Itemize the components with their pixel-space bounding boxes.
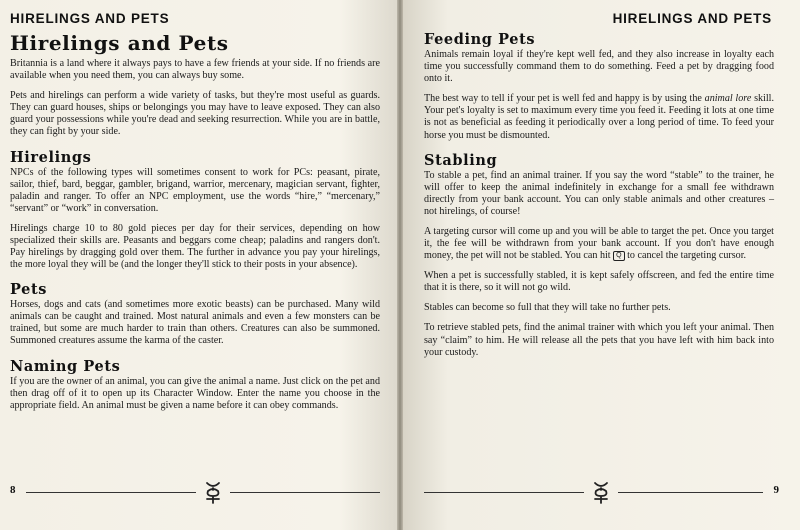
page-number-left: 8 xyxy=(10,484,16,496)
book-gutter xyxy=(397,0,403,530)
stabling-paragraph-4: Stables can become so full that they will take no further pets. xyxy=(424,302,671,314)
feeding-paragraph-2 xyxy=(424,93,774,141)
stabling-text-a: A targeting cursor will come up and you will be able to target the pet. Once you target it, the fee will be withdrawn from your bank account. If you don't have enough money, the pet will not be stabled. You can hit xyxy=(424,225,774,262)
q-key-icon: Q xyxy=(613,251,624,261)
pets-heading: Pets xyxy=(10,281,48,299)
stabling-paragraph-1: To stable a pet, find an animal trainer. If you say the word “stable” to the trainer, he will offer to keep the animal indefinitely in exchange for a small fee withdrawn directly from your bank account. You can only stable animals and other creatures – not hirelings, of course! xyxy=(424,169,774,217)
feeding-pets-heading: Feeding Pets xyxy=(424,31,536,48)
hirelings-paragraph-2: Hirelings charge 10 to 80 gold pieces per day for their services, depending on how specialized their skills are. Peasants and beggars come cheap; paladins and rangers don't. Pay hirelings by dragging gold over them. The further in advance you pay your hirelings, the more loyal they will be (and the longer they'll stick to their posts in your absence). xyxy=(10,222,380,271)
left-content xyxy=(10,32,380,420)
animal-lore-term: animal lore xyxy=(704,93,752,105)
running-header-right: HIRELINGS AND PETS xyxy=(612,11,772,26)
footer-rule-right-b xyxy=(618,492,763,493)
feeding-text-a: The best way to tell if your pet is well fed and happy is by using the xyxy=(424,93,705,105)
feeding-text-b: skill. Your pet's loyalty is set to maximum every time you feed it. Feeding it lots at one time is not as beneficial as feeding it periodically over a long period of time. To feed your horse you must be dismounted. xyxy=(424,93,774,141)
intro-paragraph-2: Pets and hirelings can perform a wide variety of tasks, but they're most useful as guards. They can guard houses, ships or belongings you may have to leave exposed. They can also guard your possessions while you're dead and seeking resurrection. While you are in battle, they can fight by your side. xyxy=(10,90,380,138)
right-footer xyxy=(424,482,779,502)
footer-rule-left-a xyxy=(26,492,196,493)
intro-paragraph-1: Britannia is a land where it always pays to have a few friends at your side. If no friends are available when you need them, you can always buy some. xyxy=(10,58,380,82)
naming-pets-paragraph-1: If you are the owner of an animal, you can give the animal a name. Just click on the pet and then drag off of it to open up its Character Window. Enter the name you choose in the appropriate field. An animal must be given a name before it can obey commands. xyxy=(10,375,380,411)
stabling-text-b: to cancel the targeting cursor. xyxy=(624,250,747,262)
footer-rule-left-b xyxy=(230,492,380,493)
footer-rule-right-a xyxy=(424,492,584,493)
stabling-paragraph-5: To retrieve stabled pets, find the animal trainer with which you left your animal. Then say “claim” to him. He will release all the pets that you have left with him back into your custody. xyxy=(424,322,774,358)
right-page xyxy=(400,0,800,530)
hirelings-heading: Hirelings xyxy=(10,148,92,166)
left-footer xyxy=(10,482,380,502)
page-title: Hirelings and Pets xyxy=(10,31,229,55)
hirelings-paragraph-1: NPCs of the following types will sometimes consent to work for PCs: peasant, pirate, sailor, thief, bard, beggar, gambler, brigand, warrior, mercenary, magician servant, fighter, paladin and ranger. To offer an NPC employment, use the words “hire,” “mercenary,” “servant” or “work” in conversation. xyxy=(10,166,380,214)
stabling-paragraph-2 xyxy=(424,226,774,262)
feeding-paragraph-1: Animals remain loyal if they're kept well fed, and they also increase in loyalty each time you successfully command them to do something. Feed a pet by dragging food onto it. xyxy=(424,48,774,85)
stabling-paragraph-3: When a pet is successfully stabled, it is kept safely offscreen, and fed the entire time that it is there, so it will not go wild. xyxy=(424,270,774,294)
running-header-left: HIRELINGS AND PETS xyxy=(10,11,170,26)
ankh-ornament-icon xyxy=(588,480,614,506)
stabling-heading: Stabling xyxy=(424,151,498,169)
naming-pets-heading: Naming Pets xyxy=(10,357,121,375)
page-number-right: 9 xyxy=(773,484,779,496)
ankh-ornament-icon xyxy=(200,480,226,506)
pets-paragraph-1: Horses, dogs and cats (and sometimes more exotic beasts) can be purchased. Many wild animals can be caught and trained. Most natural animals and even a few monsters can be trained, but some are much harder to train than others. Creatures can also be summoned. Summoned creatures assume the karma of the caster. xyxy=(10,299,380,347)
right-content xyxy=(424,32,774,367)
